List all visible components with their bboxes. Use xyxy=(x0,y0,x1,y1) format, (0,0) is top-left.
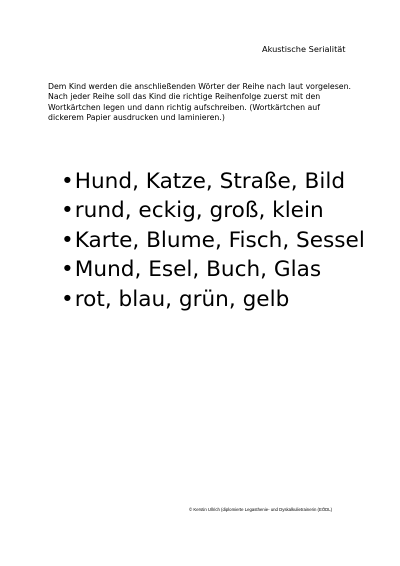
word-row-5 xyxy=(61,287,365,316)
word-row-text: Mund, Esel, Buch, Glas xyxy=(74,257,322,283)
bullet-icon: • xyxy=(61,257,74,283)
word-list xyxy=(61,169,365,316)
copyright-footer: © Kerstin Ullrich (diplomierte Legasthenie- und Dyskalkulietrainerin (EÖDL) xyxy=(189,507,333,512)
word-row-2 xyxy=(61,198,365,227)
word-row-3 xyxy=(61,228,365,257)
bullet-icon: • xyxy=(61,227,74,253)
bullet-icon: • xyxy=(61,169,74,194)
word-row-4 xyxy=(61,257,365,286)
instructions-paragraph: Dem Kind werden die anschließenden Wörter der Reihe nach laut vorgelesen. Nach jeder Reihe soll das Kind die richtige Reihenfolge zuerst mit den Wortkärtchen legen und dann richtig aufschreiben. (Wortkärtchen auf dickerem Papier ausdrucken und laminieren.) xyxy=(48,82,352,123)
word-row-text: Hund, Katze, Straße, Bild xyxy=(74,169,346,194)
word-row-1 xyxy=(61,169,365,198)
word-row-text: Karte, Blume, Fisch, Sessel xyxy=(74,227,365,253)
bullet-icon: • xyxy=(61,286,74,312)
word-row-text: rot, blau, grün, gelb xyxy=(74,286,290,312)
page-header-title: Akustische Serialität xyxy=(262,44,346,54)
word-row-text: rund, eckig, groß, klein xyxy=(74,198,324,224)
bullet-icon: • xyxy=(61,198,74,224)
